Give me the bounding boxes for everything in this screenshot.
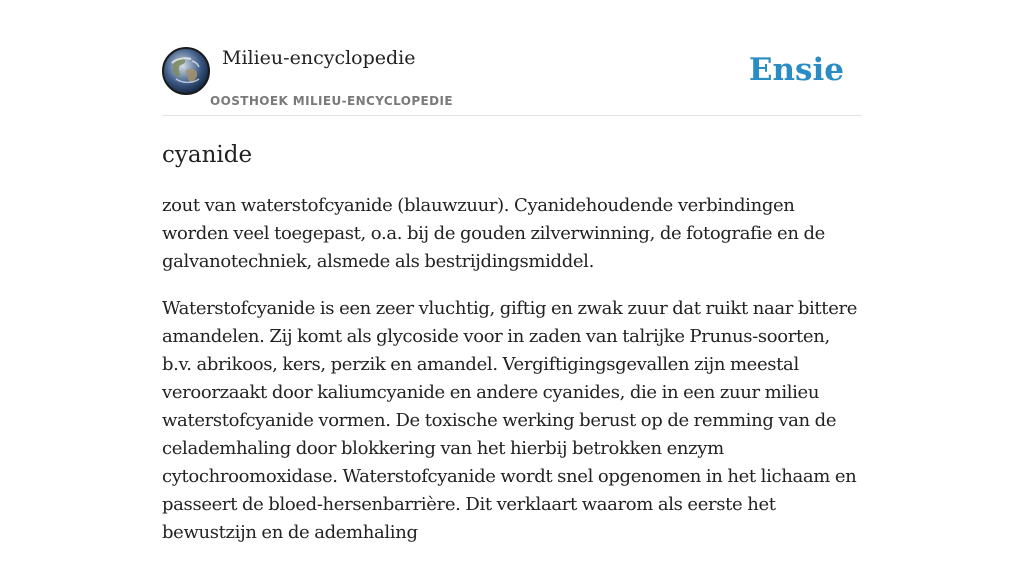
page xyxy=(162,0,862,543)
earth-globe-graphic xyxy=(164,49,208,93)
entry-title: cyanide xyxy=(162,142,253,168)
entry-paragraph: Waterstofcyanide is een zeer vluchtig, giftig en zwak zuur dat ruikt naar bittere amandelen. Zij komt als glycoside voor in zaden van talrijke Prunus-soorten, b.v. abrikoos, kers, perzik en amandel. Vergiftigingsgevallen zijn meestal veroorzaakt door kaliumcyanide en andere cyanides, die in een zuur milieu waterstofcyanide vormen. De toxische werking berust op de remming van de celademhaling door blokkering van het hierbij betrokken enzym cytochroomoxidase. Waterstofcyanide wordt snel opgenomen in het lichaam en passeert de bloed-hersenbarrière. Dit verklaart waarom als eerste het bewustzijn en de ademhaling xyxy=(162,298,858,543)
earth-globe-icon[interactable] xyxy=(162,47,210,95)
brand-logo-link[interactable]: Ensie xyxy=(748,52,844,88)
entry-content xyxy=(162,192,862,566)
entry-paragraph: zout van waterstofcyanide (blauwzuur). Cyanidehoudende verbindingen worden veel toegepast, o.a. bij de gouden zilverwinning, de fotografie en de galvanotechniek, alsmede als bestrijdingsmiddel. xyxy=(162,195,825,272)
site-header xyxy=(162,0,862,116)
site-subtitle[interactable]: OOSTHOEK MILIEU-ENCYCLOPEDIE xyxy=(210,94,453,108)
site-title[interactable]: Milieu-encyclopedie xyxy=(222,47,416,69)
